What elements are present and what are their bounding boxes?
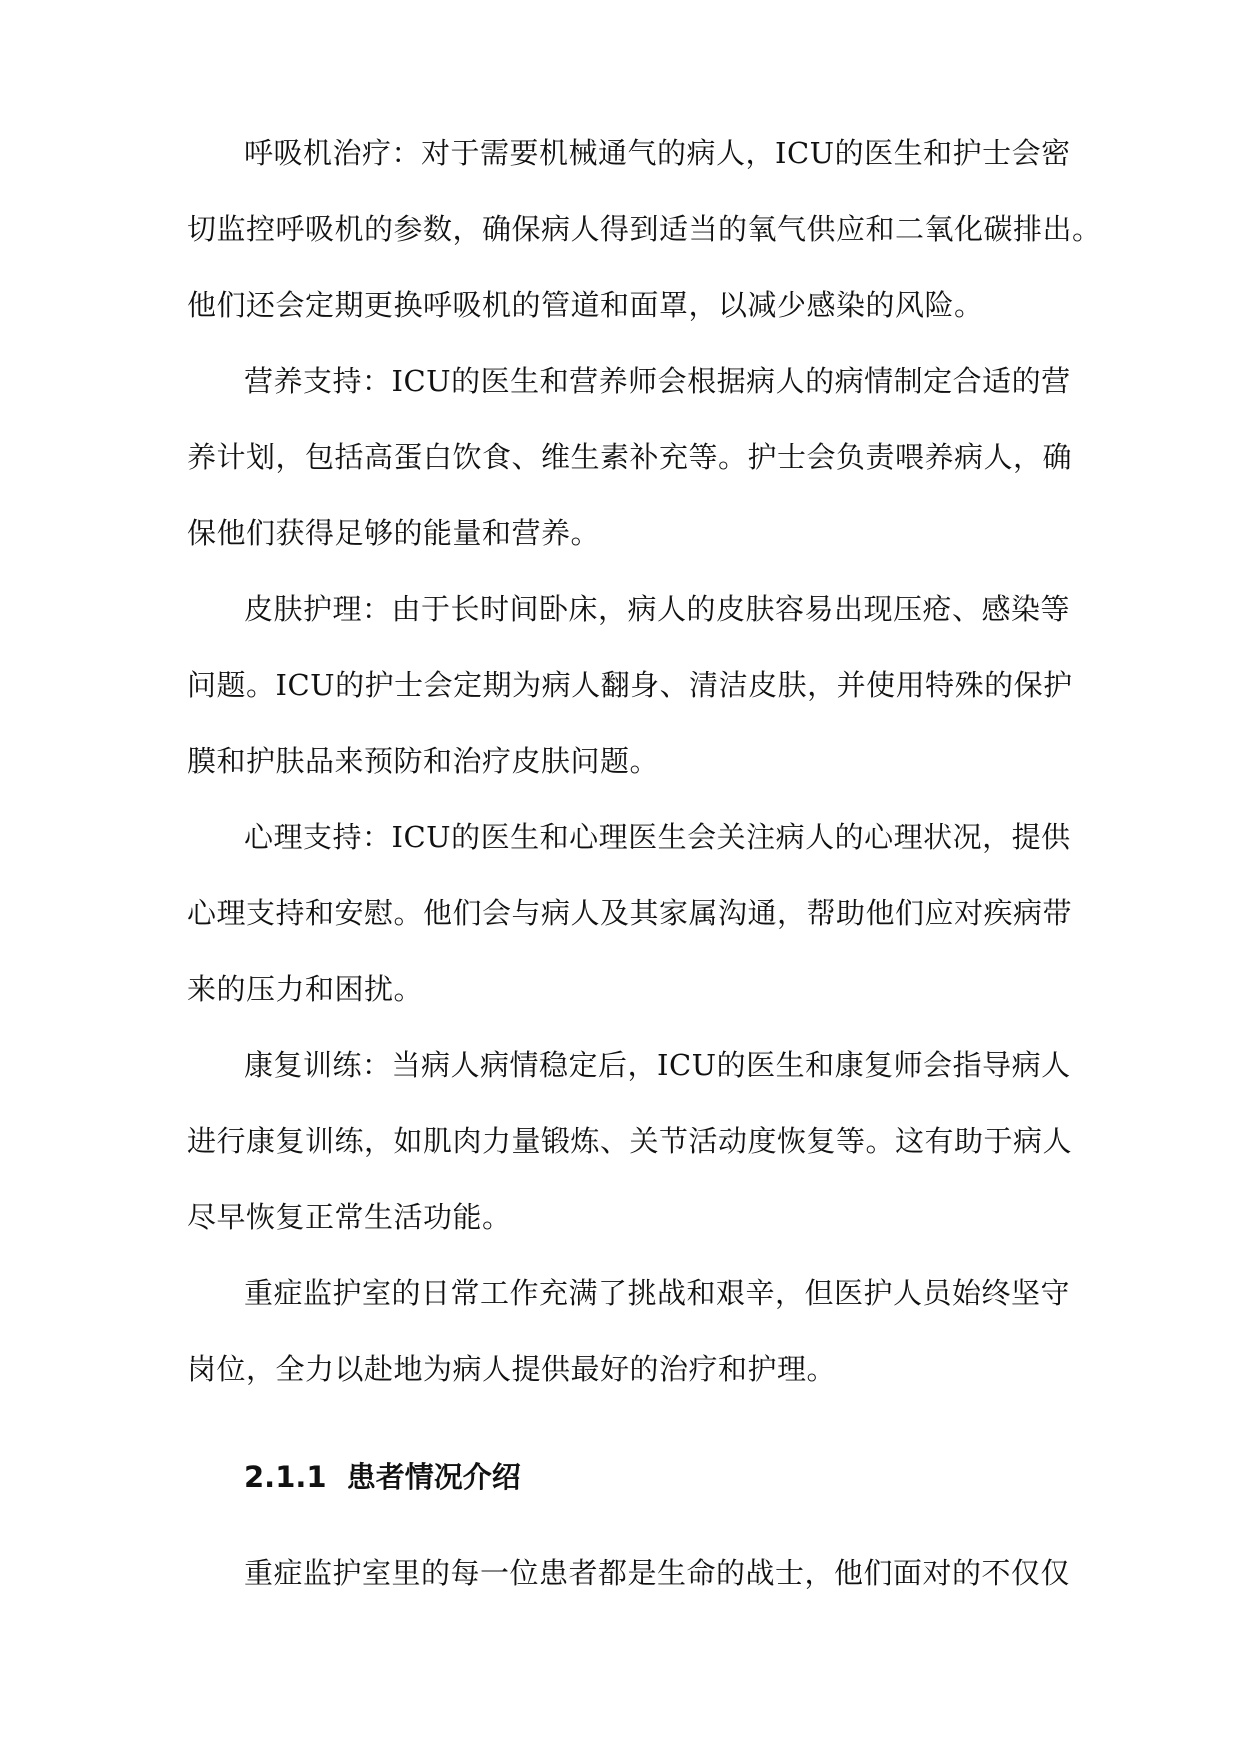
paragraph-line: 重症监护室的日常工作充满了挑战和艰辛，但医护人员始终坚守 bbox=[244, 1276, 1071, 1310]
paragraph-line: 岗位，全力以赴地为病人提供最好的治疗和护理。 bbox=[187, 1352, 837, 1386]
paragraph-line: 重症监护室里的每一位患者都是生命的战士，他们面对的不仅仅 bbox=[244, 1556, 1071, 1590]
paragraph-line: 保他们获得足够的能量和营养。 bbox=[187, 516, 601, 550]
paragraph-line: 他们还会定期更换呼吸机的管道和面罩，以减少感染的风险。 bbox=[187, 288, 984, 322]
paragraph-line: 问题。ICU的护士会定期为病人翻身、清洁皮肤，并使用特殊的保护 bbox=[187, 668, 1073, 702]
paragraph-line: 进行康复训练，如肌肉力量锻炼、关节活动度恢复等。这有助于病人 bbox=[187, 1124, 1073, 1158]
paragraph-line: 切监控呼吸机的参数，确保病人得到适当的氧气供应和二氧化碳排出。 bbox=[187, 212, 1102, 246]
paragraph-line: 心理支持和安慰。他们会与病人及其家属沟通，帮助他们应对疾病带 bbox=[187, 896, 1073, 930]
paragraph-line: 皮肤护理：由于长时间卧床，病人的皮肤容易出现压疮、感染等 bbox=[244, 592, 1071, 626]
section-heading bbox=[244, 1458, 521, 1496]
section-number: 2.1.1 bbox=[244, 1460, 327, 1494]
section-title: 患者情况介绍 bbox=[346, 1460, 521, 1494]
paragraph-line: 营养支持：ICU的医生和营养师会根据病人的病情制定合适的营 bbox=[244, 364, 1071, 398]
paragraph-line: 来的压力和困扰。 bbox=[187, 972, 424, 1006]
paragraph-line: 呼吸机治疗：对于需要机械通气的病人，ICU的医生和护士会密 bbox=[244, 136, 1071, 170]
paragraph-line: 心理支持：ICU的医生和心理医生会关注病人的心理状况，提供 bbox=[244, 820, 1071, 854]
paragraph-line: 养计划，包括高蛋白饮食、维生素补充等。护士会负责喂养病人，确 bbox=[187, 440, 1073, 474]
paragraph-line: 康复训练：当病人病情稳定后，ICU的医生和康复师会指导病人 bbox=[244, 1048, 1071, 1082]
paragraph-line: 尽早恢复正常生活功能。 bbox=[187, 1200, 512, 1234]
paragraph-line: 膜和护肤品来预防和治疗皮肤问题。 bbox=[187, 744, 660, 778]
